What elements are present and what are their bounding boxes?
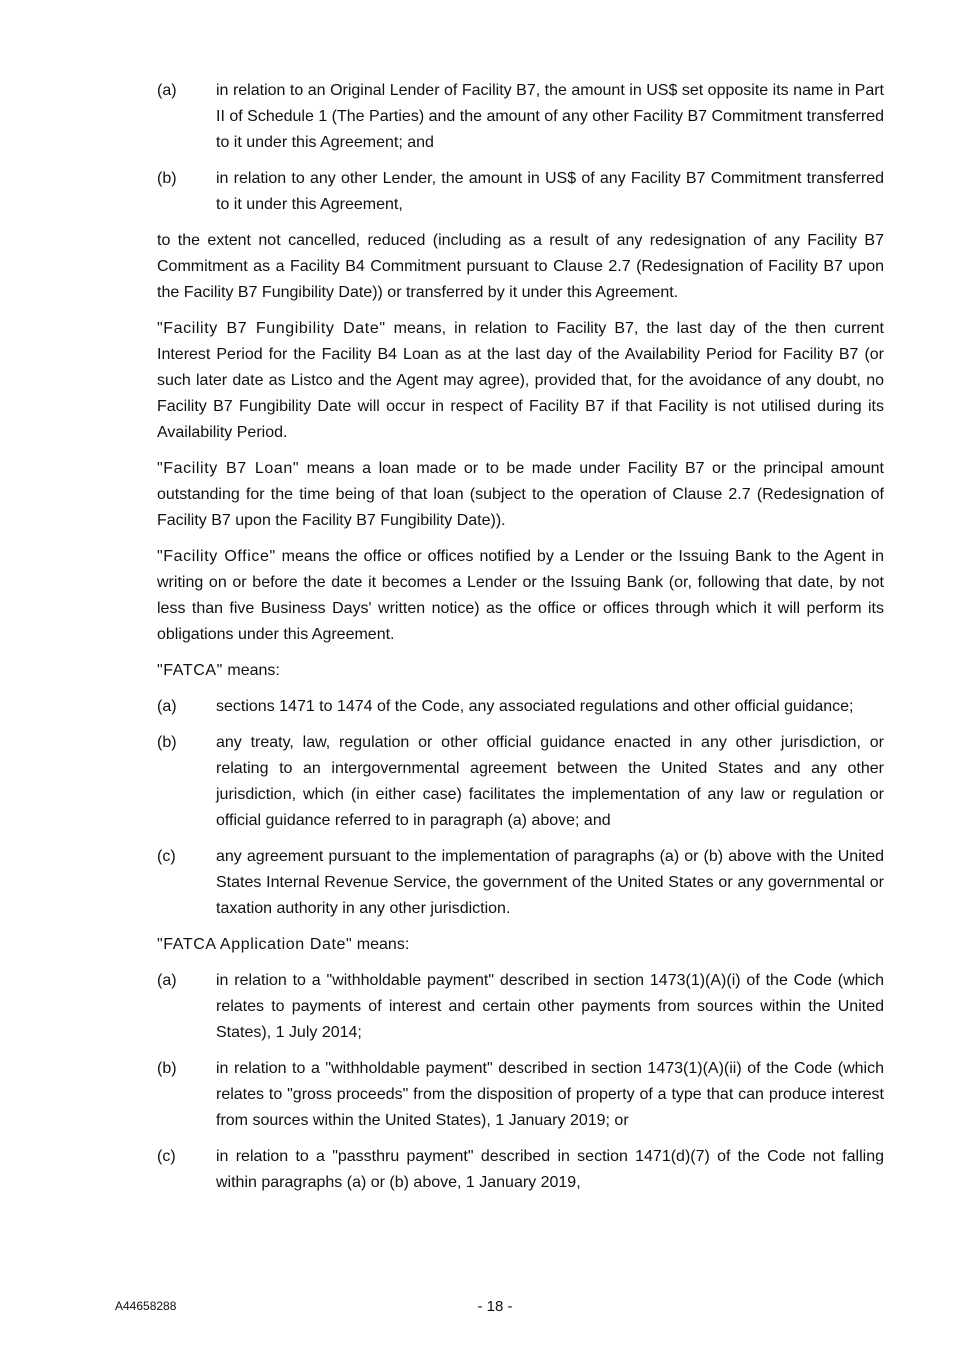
item-text: in relation to a "passthru payment" described in section 1471(d)(7) of the Code not falling within paragraphs (a) or (b) above, 1 January 2019, — [216, 1148, 884, 1191]
list-item — [157, 78, 884, 156]
list-item — [157, 1056, 884, 1134]
defined-term: "Facility B7 Fungibility Date" — [157, 320, 386, 337]
item-label: (a) — [157, 972, 177, 989]
item-text: any treaty, law, regulation or other official guidance enacted in any other jurisdiction, or relating to an intergovernmental agreement between the United States and any other jurisdiction, which (in either case) facilitates the implementation of any law or regulation or official guidance referred to in paragraph (a) above; and — [216, 734, 884, 829]
definition-paragraph — [157, 456, 884, 534]
item-label: (a) — [157, 82, 177, 99]
defined-term: "Facility B7 Loan" — [157, 460, 300, 477]
definition-paragraph — [157, 658, 884, 684]
item-text: sections 1471 to 1474 of the Code, any associated regulations and other official guidance; — [216, 698, 854, 715]
definition-text: means the office or offices notified by a Lender or the Issuing Bank to the Agent in writing on or before the date it becomes a Lender or the Issuing Bank (or, following that date, by not less than five Business Days' written notice) as the office or offices through which it will perform its obligations under this Agreement. — [157, 548, 884, 643]
defined-term: "Facility Office" — [157, 548, 276, 565]
list-item — [157, 1144, 884, 1196]
item-label: (c) — [157, 848, 176, 865]
item-label: (a) — [157, 698, 177, 715]
item-label: (c) — [157, 1148, 176, 1165]
list-item — [157, 730, 884, 834]
document-id: A44658288 — [115, 1299, 177, 1313]
item-text: any agreement pursuant to the implementation of paragraphs (a) or (b) above with the United States Internal Revenue Service, the government of the United States or any governmental or taxation authority in any other jurisdiction. — [216, 848, 884, 917]
item-text: in relation to an Original Lender of Facility B7, the amount in US$ set opposite its name in Part II of Schedule 1 (The Parties) and the amount of any other Facility B7 Commitment transferred to it under this Agreement; and — [216, 82, 884, 151]
definition-text: means: — [352, 936, 410, 953]
item-text: in relation to a "withholdable payment" described in section 1473(1)(A)(i) of the Code (which relates to payments of interest and certain other payments from sources within the United States), 1 July 2014; — [216, 972, 884, 1041]
definition-paragraph — [157, 544, 884, 648]
page-number: - 18 - — [477, 1298, 513, 1315]
item-text: in relation to any other Lender, the amount in US$ of any Facility B7 Commitment transferred to it under this Agreement, — [216, 170, 884, 213]
list-item — [157, 694, 884, 720]
item-label: (b) — [157, 170, 177, 187]
document-body — [157, 78, 884, 1206]
item-label: (b) — [157, 1060, 177, 1077]
definition-text: means a loan made or to be made under Facility B7 or the principal amount outstanding for the time being of that loan (subject to the operation of Clause 2.7 (Redesignation of Facility B7 upon the Facility B7 Fungibility Date)). — [157, 460, 884, 529]
definition-text: means, in relation to Facility B7, the last day of the then current Interest Period for the Facility B4 Loan as at the last day of the Availability Period for Facility B7 (or such later date as Listco and the Agent may agree), provided that, for the avoidance of any doubt, no Facility B7 Fungibility Date will occur in respect of Facility B7 if that Facility is not utilised during its Availability Period. — [157, 320, 884, 441]
list-item — [157, 844, 884, 922]
item-label: (b) — [157, 734, 177, 751]
definition-text: means: — [222, 662, 280, 679]
definition-paragraph — [157, 316, 884, 446]
list-item — [157, 166, 884, 218]
list-item — [157, 968, 884, 1046]
definition-paragraph — [157, 932, 884, 958]
paragraph: to the extent not cancelled, reduced (including as a result of any redesignation of any Facility B7 Commitment as a Facility B4 Commitment pursuant to Clause 2.7 (Redesignation of Facility B7 upon the Facility B7 Fungibility Date)) or transferred by it under this Agreement. — [157, 232, 884, 301]
defined-term: "FATCA Application Date" — [157, 936, 353, 953]
defined-term: "FATCA" — [157, 662, 223, 679]
item-text: in relation to a "withholdable payment" described in section 1473(1)(A)(ii) of the Code (which relates to "gross proceeds" from the disposition of property of a type that can produce interest from sources within the United States), 1 January 2019; or — [216, 1060, 884, 1129]
